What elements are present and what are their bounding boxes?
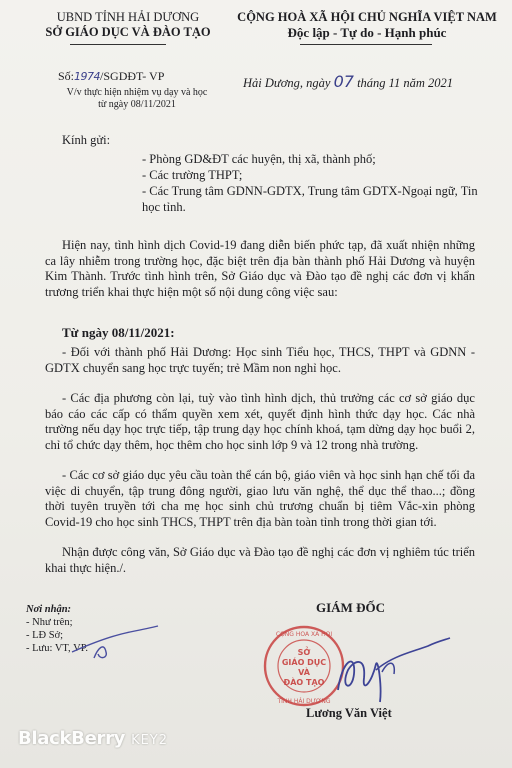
intro-paragraph: Hiện nay, tình hình dịch Covid-19 đang diễn biến phức tạp, đã xuất nhiện những ca lây nhiễm trong trường học, đặc biệt trên địa bàn thành phố Hải Dương và huyện Kim Thành. Trước tình hình trên, Sở Giáo dục và Đào tạo đề nghị các đơn vị khẩn trương triển khai thực hiện một số nội dung công việc sau: [45,238,475,299]
handwritten-signature [332,630,452,710]
paragraph-3: - Các cơ sở giáo dục yêu cầu toàn thể cán bộ, giáo viên và học sinh hạn chế tối đa việc di chuyển, tập trung đông người, giao lưu văn nghệ, thể dục thể thao...; đồng thời tuyên truyền tới cha mẹ học sinh chủ trương chuẩn bị tiêm Vắc-xin phòng Covid-19 cho học sinh THCS, THPT trên địa bàn toàn tỉnh trong thời gian tới. [45,468,475,529]
issuing-authority [28,10,228,40]
distribution-item: - Như trên; [26,617,73,628]
number-prefix: Số: [58,69,75,83]
section-heading: Từ ngày 08/11/2021: [62,325,175,340]
recipient-item: - Các Trung tâm GDNN-GDTX, Trung tâm GDTX-Ngoại ngữ, Tin học tỉnh. [142,184,478,214]
signer-position: GIÁM ĐỐC [316,600,385,615]
stamp-text: VÀ [298,668,310,677]
national-motto [232,10,502,41]
org-underline [70,44,166,45]
paragraph-1: - Đối với thành phố Hải Dương: Học sinh Tiểu học, THCS, THPT và GDNN - GDTX chuyển sang học trực tuyến; trẻ Mầm non nghỉ học. [45,345,475,375]
distribution-item: - Lưu: VT, VP. [26,643,88,654]
watermark-model: KEY2 [131,733,169,748]
date-prefix: Hải Dương, ngày [243,76,331,90]
org-line-1: UBND TỈNH HẢI DƯƠNG [56,10,200,24]
subject-line-1: V/v thực hiện nhiệm vụ dạy và học [66,87,208,98]
recipient-item: - Các trường THPT; [142,168,243,182]
document-number [58,69,164,84]
distribution-title: Nơi nhận: [26,604,72,615]
motto-underline [300,44,432,45]
stamp-text: GIÁO DỤC [281,658,327,667]
closing-paragraph: Nhận được công văn, Sở Giáo dục và Đào tạo đề nghị các đơn vị nghiêm túc triển khai thực hiện./. [45,545,475,575]
greeting: Kính gửi: [62,133,111,147]
signer-name: Lương Văn Việt [306,706,392,720]
recipient-item: - Phòng GD&ĐT các huyện, thị xã, thành phố; [142,152,376,166]
device-watermark [18,728,168,749]
distribution-item: - LĐ Sở; [26,630,64,641]
date-suffix: tháng 11 năm 2021 [357,76,454,90]
document-subject [62,87,212,111]
handwritten-number: 1974 [74,70,101,83]
stamp-text: ĐÀO TẠO [283,678,325,687]
watermark-brand: BlackBerry [18,728,126,749]
number-suffix: /SGDĐT- VP [100,69,165,83]
stamp-text-bottom: TỈNH HẢI DƯƠNG [277,698,331,705]
handwritten-scribble [70,622,160,662]
subject-line-2: từ ngày 08/11/2021 [98,99,176,110]
handwritten-day: 07 [333,72,354,91]
stamp-text-top: CỘNG HOÀ XÃ HỘI [275,631,333,638]
paragraph-2: - Các địa phương còn lại, tuỳ vào tình hình dịch, thủ trưởng các cơ sở giáo dục báo cáo các cấp có thẩm quyền xem xét, quyết định hình thức dạy học. Các nhà trường nếu dạy học trực tiếp, tập trung dạy học chính khoá, tạm dừng dạy học buổi 2, chỉ tổ chức dạy thêm, học thêm cho học sinh lớp 9 và 12 trong nhà trường. [45,391,475,452]
nation-line-2: Độc lập - Tự do - Hạnh phúc [287,25,447,40]
org-line-2: SỞ GIÁO DỤC VÀ ĐÀO TẠO [45,25,211,39]
nation-line-1: CỘNG HOÀ XÃ HỘI CHỦ NGHĨA VIỆT NAM [237,10,497,24]
stamp-text: SỞ [297,648,311,657]
document-date [243,72,453,91]
